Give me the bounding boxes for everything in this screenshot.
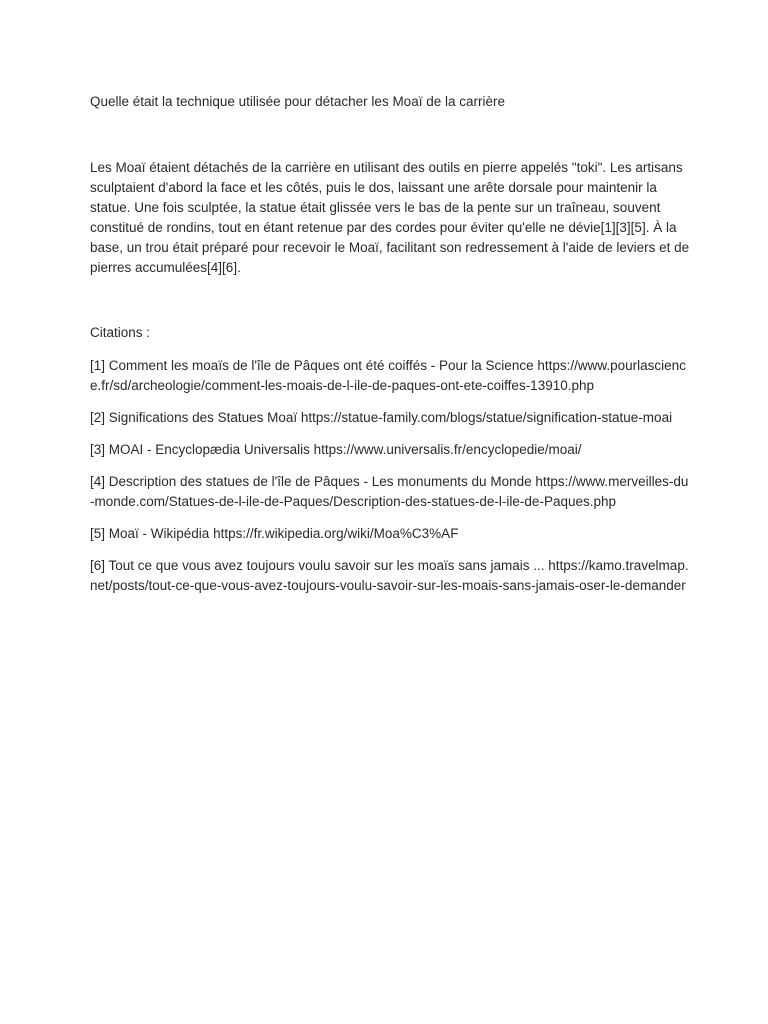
citation-title: MOAI - Encyclopædia Universalis	[108, 442, 310, 457]
citation-item	[90, 440, 690, 460]
citation-item	[90, 356, 690, 396]
document-page	[90, 92, 690, 593]
citation-title: Significations des Statues Moaï	[108, 410, 298, 425]
citations-heading: Citations :	[90, 325, 151, 340]
citation-url[interactable]: https://www.universalis.fr/encyclopedie/moai/	[313, 442, 582, 457]
citation-ref: [1]	[90, 358, 106, 373]
citations-list	[90, 356, 690, 608]
citation-title: Description des statues de l'île de Pâques - Les monuments du Monde	[108, 474, 532, 489]
citation-item	[90, 556, 690, 596]
citation-ref: [3]	[90, 442, 106, 457]
citation-url[interactable]: https://kamo.travelmap.net/posts/tout-ce-que-vous-avez-toujours-voulu-savoir-sur-les-moais-sans-jamais-oser-le-demander	[90, 558, 689, 593]
citation-ref: [2]	[90, 410, 106, 425]
citation-item	[90, 524, 690, 544]
citation-item	[90, 408, 690, 428]
citation-item	[90, 472, 690, 512]
citation-url[interactable]: https://fr.wikipedia.org/wiki/Moa%C3%AF	[213, 526, 459, 541]
citation-ref: [6]	[90, 558, 106, 573]
citation-url[interactable]: https://www.pourlascience.fr/sd/archeologie/comment-les-moais-de-l-ile-de-paques-ont-ete-coiffes-13910.php	[90, 358, 686, 393]
citation-url[interactable]: https://statue-family.com/blogs/statue/signification-statue-moai	[300, 410, 673, 425]
citation-ref: [5]	[90, 526, 106, 541]
citation-title: Tout ce que vous avez toujours voulu savoir sur les moaïs sans jamais ...	[108, 558, 545, 573]
citation-ref: [4]	[90, 474, 106, 489]
answer-paragraph: Les Moaï étaient détachés de la carrière en utilisant des outils en pierre appelés "toki". Les artisans sculptaient d'abord la face et les côtés, puis le dos, laissant une arête dorsale pour maintenir la statue. Une fois sculptée, la statue était glissée vers le bas de la pente sur un traîneau, souvent constitué de rondins, tout en étant retenue par des cordes pour éviter qu'elle ne dévie[1][3][5]. À la base, un trou était préparé pour recevoir le Moaï, facilitant son redressement à l'aide de leviers et de pierres accumulées[4][6].	[90, 160, 690, 275]
citation-title: Comment les moaïs de l'île de Pâques ont été coiffés - Pour la Science	[108, 358, 534, 373]
question-heading: Quelle était la technique utilisée pour détacher les Moaï de la carrière	[90, 94, 505, 109]
citation-title: Moaï - Wikipédia	[108, 526, 210, 541]
citation-url[interactable]: https://www.merveilles-du-monde.com/Statues-de-l-ile-de-Paques/Description-des-statues-de-l-ile-de-Paques.php	[90, 474, 689, 509]
